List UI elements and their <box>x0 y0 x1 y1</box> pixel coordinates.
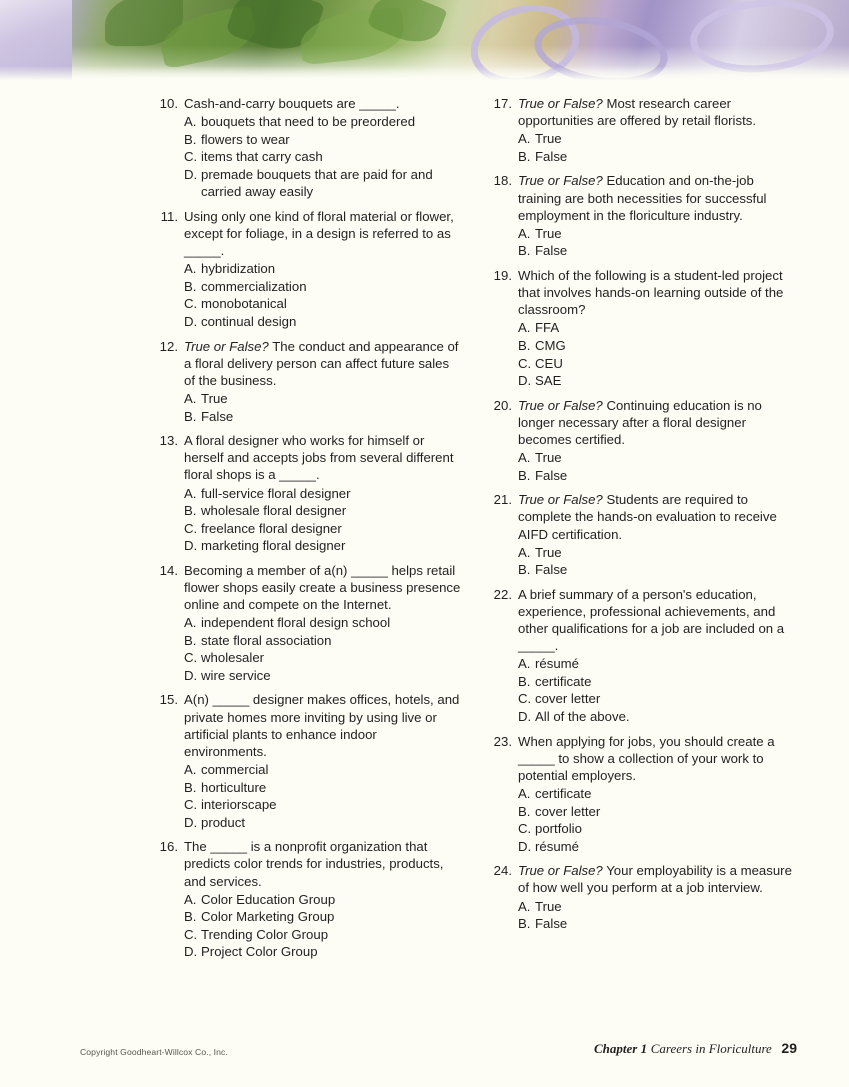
question-text: Students are required to complete the hands-on evaluation to receive AIFD certification. <box>518 492 777 542</box>
question-text: Education and on-the-job training are both necessities for successful employment in the floriculture industry. <box>518 173 767 223</box>
choice-item[interactable] <box>184 943 462 961</box>
choice-list <box>184 614 462 684</box>
true-false-prefix: True or False? <box>518 397 603 413</box>
choice-letter: B. <box>518 337 531 353</box>
question-text: Which of the following is a student-led project that involves hands-on learning outside of the classroom? <box>518 267 784 318</box>
question-stem <box>184 432 462 483</box>
choice-letter: B. <box>518 673 531 689</box>
choice-letter: B. <box>518 467 531 483</box>
choice-letter: A. <box>184 891 197 907</box>
question-stem <box>184 838 462 889</box>
question-text: When applying for jobs, you should create a _____ to show a collection of your work to potential employers. <box>518 733 775 783</box>
question-stem <box>518 95 796 129</box>
choice-letter: C. <box>184 797 198 813</box>
choice-list <box>184 891 462 961</box>
question-stem <box>518 267 796 318</box>
choice-item[interactable] <box>184 814 462 832</box>
choice-text: state floral association <box>201 632 332 648</box>
choice-text: certificate <box>535 673 592 689</box>
choice-text: bouquets that need to be preordered <box>201 114 416 130</box>
header-fade-overlay <box>0 66 849 82</box>
question-number: 13. <box>159 433 178 449</box>
choice-letter: D. <box>184 538 198 554</box>
choice-text: False <box>535 148 568 164</box>
choice-list <box>184 260 462 330</box>
question-item <box>486 862 796 932</box>
choice-text: SAE <box>535 373 562 389</box>
choice-text: résumé <box>535 838 579 854</box>
choice-letter: A. <box>518 544 531 560</box>
choice-letter: B. <box>518 562 531 578</box>
choice-list <box>184 113 462 201</box>
choice-list <box>184 390 462 425</box>
choice-letter: D. <box>518 709 532 725</box>
choice-text: hybridization <box>201 261 276 277</box>
choice-text: commercial <box>201 762 269 778</box>
question-stem <box>184 208 462 259</box>
question-number: 24. <box>493 863 512 879</box>
question-number: 12. <box>159 338 178 354</box>
question-stem <box>184 562 462 613</box>
choice-text: False <box>535 916 568 932</box>
choice-letter: B. <box>518 243 531 259</box>
choice-item[interactable] <box>518 785 796 803</box>
choice-text: True <box>535 131 562 147</box>
question-content <box>518 862 796 932</box>
choice-text: flowers to wear <box>201 131 290 147</box>
choice-letter: C. <box>184 296 198 312</box>
choice-letter: D. <box>518 373 532 389</box>
question-number: 15. <box>159 692 178 708</box>
page-folio <box>594 1040 797 1057</box>
question-item <box>152 95 462 201</box>
choice-text: portfolio <box>535 821 582 837</box>
question-content <box>184 338 462 426</box>
question-item <box>152 208 462 331</box>
choice-text: wholesaler <box>201 650 265 666</box>
choice-letter: A. <box>184 261 197 277</box>
question-text: Your employability is a measure of how well you perform at a job interview. <box>518 863 792 896</box>
choice-text: Color Marketing Group <box>201 909 335 925</box>
choice-item[interactable] <box>518 242 796 260</box>
choice-text: False <box>535 243 568 259</box>
choice-text: FFA <box>535 320 560 336</box>
choice-list <box>518 319 796 389</box>
choice-letter: A. <box>518 225 531 241</box>
question-content <box>184 208 462 331</box>
choice-item[interactable] <box>518 673 796 691</box>
question-item <box>152 432 462 555</box>
choice-letter: A. <box>184 391 197 407</box>
choice-item[interactable] <box>518 372 796 390</box>
column-right <box>486 95 796 968</box>
choice-item[interactable] <box>518 467 796 485</box>
choice-text: CEU <box>535 355 563 371</box>
choice-letter: D. <box>184 944 198 960</box>
choice-item[interactable] <box>184 632 462 650</box>
choice-list <box>518 655 796 725</box>
choice-list <box>518 130 796 165</box>
choice-letter: B. <box>518 803 531 819</box>
choice-letter: B. <box>518 916 531 932</box>
question-number: 17. <box>493 96 512 111</box>
question-stem <box>518 862 796 896</box>
question-number: 14. <box>159 562 178 578</box>
choice-item[interactable] <box>184 278 462 296</box>
choice-item[interactable] <box>184 313 462 331</box>
question-text: A(n) _____ designer makes offices, hotels, and private homes more inviting by using live or artificial plants to enhance indoor environments. <box>184 692 460 759</box>
choice-text: cover letter <box>535 803 601 819</box>
true-false-prefix: True or False? <box>518 863 603 879</box>
choice-item[interactable] <box>518 838 796 856</box>
choice-item[interactable] <box>184 667 462 685</box>
chapter-label: Chapter 1 <box>593 1041 648 1056</box>
choice-item[interactable] <box>184 166 462 201</box>
choice-letter: A. <box>184 762 197 778</box>
question-item <box>486 172 796 260</box>
choice-letter: B. <box>184 278 197 294</box>
choice-item[interactable] <box>518 319 796 337</box>
choice-list <box>184 485 462 555</box>
choice-text: résumé <box>535 656 579 672</box>
choice-text: True <box>535 450 562 466</box>
question-content <box>518 397 796 485</box>
question-number: 11. <box>160 208 178 224</box>
choice-item[interactable] <box>518 449 796 467</box>
choice-item[interactable] <box>184 390 462 408</box>
choice-item[interactable] <box>518 915 796 933</box>
question-text: Using only one kind of floral material or flower, except for foliage, in a design is referred to as _____. <box>184 208 454 259</box>
choice-item[interactable] <box>184 926 462 944</box>
chapter-title: Careers in Floriculture <box>650 1041 772 1056</box>
question-stem <box>184 95 462 112</box>
choice-list <box>184 761 462 831</box>
question-number: 19. <box>493 267 512 283</box>
choice-item[interactable] <box>518 820 796 838</box>
choice-text: Trending Color Group <box>201 926 329 942</box>
choice-item[interactable] <box>518 898 796 916</box>
choice-text: commercialization <box>201 278 307 294</box>
choice-text: certificate <box>535 786 592 802</box>
copyright-notice: Copyright Goodheart-Willcox Co., Inc. <box>80 1047 228 1057</box>
choice-item[interactable] <box>184 295 462 313</box>
choice-text: interiorscape <box>201 797 277 813</box>
choice-item[interactable] <box>184 779 462 797</box>
question-item <box>486 267 796 390</box>
choice-letter: B. <box>184 503 197 519</box>
choice-text: independent floral design school <box>201 615 391 631</box>
question-stem <box>184 691 462 760</box>
question-text: Continuing education is no longer necessary after a floral designer becomes certified. <box>518 397 762 447</box>
question-content <box>184 838 462 961</box>
choice-item[interactable] <box>184 131 462 149</box>
choice-text: freelance floral designer <box>201 520 342 536</box>
choice-text: premade bouquets that are paid for and carried away easily <box>201 166 433 200</box>
question-content <box>184 432 462 555</box>
choice-letter: A. <box>518 450 531 466</box>
choice-item[interactable] <box>518 544 796 562</box>
choice-text: items that carry cash <box>201 149 323 165</box>
choice-letter: D. <box>184 166 198 182</box>
choice-item[interactable] <box>184 649 462 667</box>
choice-letter: A. <box>184 114 197 130</box>
choice-letter: A. <box>518 656 531 672</box>
question-stem <box>518 397 796 448</box>
question-number: 10. <box>159 96 178 111</box>
choice-item[interactable] <box>184 113 462 131</box>
choice-item[interactable] <box>184 260 462 278</box>
question-stem <box>518 586 796 655</box>
choice-text: Color Education Group <box>201 891 336 907</box>
choice-text: All of the above. <box>535 709 630 725</box>
choice-text: monobotanical <box>201 296 287 312</box>
choice-item[interactable] <box>184 796 462 814</box>
choice-text: True <box>201 391 228 407</box>
question-text: The _____ is a nonprofit organization that predicts color trends for industries, products, and services. <box>184 839 444 889</box>
question-content <box>518 491 796 579</box>
choice-list <box>518 225 796 260</box>
choice-letter: C. <box>184 520 198 536</box>
true-false-prefix: True or False? <box>518 96 603 111</box>
decorative-header-image <box>0 0 849 82</box>
choice-item[interactable] <box>518 655 796 673</box>
choice-text: full-service floral designer <box>201 485 351 501</box>
choice-letter: B. <box>184 779 197 795</box>
true-false-prefix: True or False? <box>518 173 603 189</box>
page-number: 29 <box>781 1040 797 1056</box>
choice-text: CMG <box>535 337 566 353</box>
choice-item[interactable] <box>184 520 462 538</box>
choice-list <box>518 785 796 855</box>
question-number: 18. <box>493 173 512 189</box>
choice-text: True <box>535 225 562 241</box>
question-text: A brief summary of a person's education, experience, professional achievements, and other qualifications for a job are included on a _____. <box>518 586 785 654</box>
question-text: Most research career opportunities are offered by retail florists. <box>518 96 756 129</box>
column-left <box>152 95 462 968</box>
question-stem <box>518 733 796 784</box>
choice-item[interactable] <box>518 355 796 373</box>
question-content <box>184 95 462 201</box>
true-false-prefix: True or False? <box>518 492 603 508</box>
choice-letter: D. <box>184 814 198 830</box>
question-item <box>486 586 796 726</box>
choice-letter: A. <box>518 786 531 802</box>
choice-text: wholesale floral designer <box>201 503 347 519</box>
choice-list <box>518 449 796 484</box>
two-column-layout <box>152 95 797 968</box>
question-number: 21. <box>493 492 512 508</box>
choice-letter: D. <box>184 314 198 329</box>
choice-text: True <box>535 898 562 914</box>
choice-item[interactable] <box>518 690 796 708</box>
choice-item[interactable] <box>184 908 462 926</box>
choice-item[interactable] <box>184 502 462 520</box>
question-number: 23. <box>493 733 512 749</box>
question-content <box>184 562 462 685</box>
choice-text: False <box>535 562 568 578</box>
question-item <box>486 397 796 485</box>
question-stem <box>518 491 796 542</box>
choice-item[interactable] <box>518 225 796 243</box>
choice-list <box>518 544 796 579</box>
choice-item[interactable] <box>184 148 462 166</box>
choice-letter: B. <box>184 408 197 424</box>
choice-item[interactable] <box>518 803 796 821</box>
choice-text: marketing floral designer <box>201 538 346 554</box>
choice-item[interactable] <box>184 614 462 632</box>
choice-letter: C. <box>184 650 198 666</box>
question-item <box>152 838 462 961</box>
question-number: 20. <box>493 397 512 413</box>
choice-text: False <box>535 467 568 483</box>
choice-letter: C. <box>518 691 532 707</box>
question-content <box>518 267 796 390</box>
choice-item[interactable] <box>518 337 796 355</box>
review-questions-body <box>152 95 797 995</box>
choice-letter: A. <box>518 131 531 147</box>
question-item <box>152 338 462 426</box>
question-content <box>518 172 796 260</box>
choice-letter: B. <box>184 632 197 648</box>
choice-letter: A. <box>518 320 531 336</box>
question-item <box>486 95 796 165</box>
choice-text: horticulture <box>201 779 267 795</box>
choice-text: product <box>201 814 245 830</box>
question-content <box>184 691 462 831</box>
question-text: Cash-and-carry bouquets are _____. <box>184 96 400 111</box>
choice-letter: D. <box>518 838 532 854</box>
question-content <box>518 586 796 726</box>
question-text: The conduct and appearance of a floral delivery person can affect future sales of the business. <box>184 338 459 388</box>
choice-text: Project Color Group <box>201 944 318 960</box>
question-text: Becoming a member of a(n) _____ helps retail flower shops easily create a business presence online and compete on the Internet. <box>184 562 461 613</box>
choice-item[interactable] <box>184 537 462 555</box>
choice-item[interactable] <box>184 761 462 779</box>
choice-item[interactable] <box>518 561 796 579</box>
choice-letter: C. <box>184 926 198 942</box>
question-item <box>152 691 462 831</box>
question-item <box>152 562 462 685</box>
question-item <box>486 491 796 579</box>
choice-text: True <box>535 544 562 560</box>
choice-letter: B. <box>184 131 197 147</box>
choice-item[interactable] <box>184 485 462 503</box>
choice-text: cover letter <box>535 691 601 707</box>
choice-text: continual design <box>201 314 297 329</box>
choice-letter: A. <box>518 898 531 914</box>
question-content <box>518 733 796 856</box>
question-stem <box>184 338 462 389</box>
choice-letter: B. <box>184 909 197 925</box>
choice-letter: D. <box>184 667 198 683</box>
choice-text: wire service <box>201 667 271 683</box>
choice-item[interactable] <box>184 891 462 909</box>
choice-item[interactable] <box>184 408 462 426</box>
question-content <box>518 95 796 165</box>
question-stem <box>518 172 796 223</box>
true-false-prefix: True or False? <box>184 338 269 354</box>
choice-item[interactable] <box>518 708 796 726</box>
question-number: 16. <box>159 839 178 855</box>
choice-letter: A. <box>184 615 197 631</box>
question-text: A floral designer who works for himself or herself and accepts jobs from several different floral shops is a _____. <box>184 433 454 483</box>
choice-letter: C. <box>518 821 532 837</box>
choice-list <box>518 898 796 933</box>
choice-letter: C. <box>184 149 198 165</box>
choice-letter: B. <box>518 148 531 164</box>
choice-letter: A. <box>184 485 197 501</box>
choice-letter: C. <box>518 355 532 371</box>
choice-text: False <box>201 408 234 424</box>
choice-item[interactable] <box>518 148 796 166</box>
choice-item[interactable] <box>518 130 796 148</box>
question-number: 22. <box>493 586 512 602</box>
question-item <box>486 733 796 856</box>
